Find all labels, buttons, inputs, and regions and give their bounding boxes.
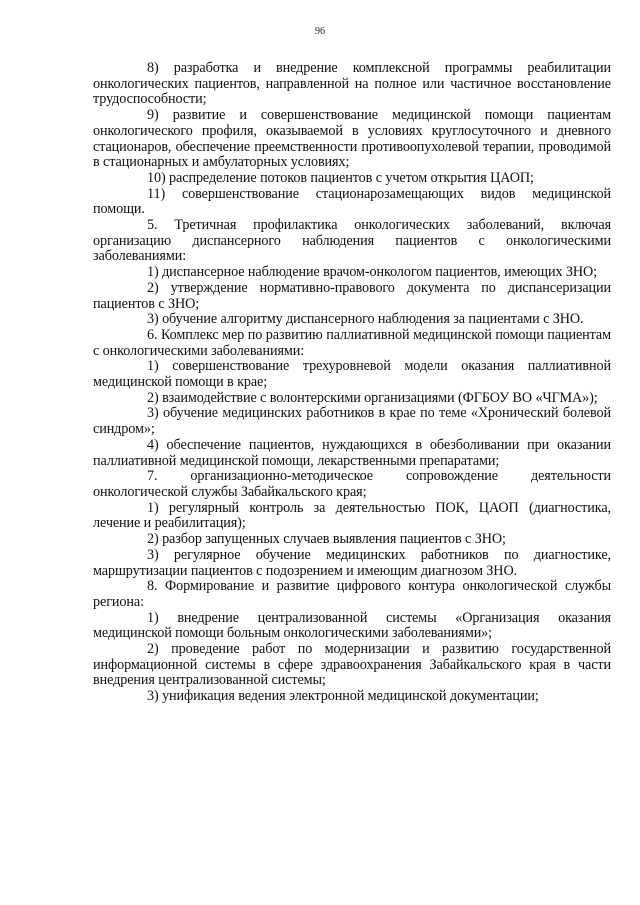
paragraph: 1) совершенствование трехуровневой модели оказания паллиативной медицинской помощи в крае;	[93, 358, 611, 391]
paragraph: 3) обучение медицинских работников в крае по теме «Хронический болевой синдром»;	[93, 405, 611, 438]
paragraph: 1) внедрение централизованной системы «Организация оказания медицинской помощи больным онкологическими заболеваниями»;	[93, 609, 611, 642]
paragraph: 3) унификация ведения электронной медицинской документации;	[147, 688, 539, 705]
paragraph: 2) утверждение нормативно-правового документа по диспансеризации пациентов с ЗНО;	[93, 279, 611, 312]
paragraph: 10) распределение потоков пациентов с учетом открытия ЦАОП;	[147, 169, 534, 186]
paragraph: 8) разработка и внедрение комплексной программы реабилитации онкологических пациентов, направленной на полное или частичное восстановление трудоспособности;	[93, 60, 611, 108]
paragraph: 2) взаимодействие с волонтерскими организациями (ФГБОУ ВО «ЧГМА»);	[147, 389, 598, 406]
document-body	[93, 61, 611, 705]
paragraph: 8. Формирование и развитие цифрового контура онкологической службы региона:	[93, 578, 611, 610]
paragraph: 1) диспансерное наблюдение врачом-онкологом пациентов, имеющих ЗНО;	[147, 264, 598, 281]
paragraph: 1) регулярный контроль за деятельностью ПОК, ЦАОП (диагностика, лечение и реабилитация);	[93, 499, 611, 532]
paragraph: 4) обеспечение пациентов, нуждающихся в обезболивании при оказании паллиативной медицинской помощи, лекарственными препаратами;	[93, 436, 611, 469]
page-number: 96	[315, 26, 325, 37]
paragraph: 9) развитие и совершенствование медицинской помощи пациентам онкологического профиля, оказываемой в условиях круглосуточного и дневного стационаров, обеспечение преемственности противоопухолевой терапии, проводимой в стационарных и амбулаторных условиях;	[93, 107, 611, 171]
paragraph: 5. Третичная профилактика онкологических заболеваний, включая организацию диспансерного наблюдения пациентов с онкологическими заболеваниями:	[93, 217, 611, 265]
paragraph: 2) проведение работ по модернизации и развитию государственной информационной системы в сфере здравоохранения Забайкальского края в части внедрения централизованной системы;	[93, 641, 611, 689]
paragraph: 6. Комплекс мер по развитию паллиативной медицинской помощи пациентам с онкологическими заболеваниями:	[93, 326, 611, 359]
paragraph: 3) регулярное обучение медицинских работников по диагностике, маршрутизации пациентов с подозрением и имеющим диагнозом ЗНО.	[93, 546, 611, 579]
paragraph: 7. организационно-методическое сопровождение деятельности онкологической службы Забайкальского края;	[93, 468, 611, 500]
paragraph: 2) разбор запущенных случаев выявления пациентов с ЗНО;	[147, 531, 506, 548]
paragraph: 11) совершенствование стационарозамещающих видов медицинской помощи.	[93, 185, 611, 218]
paragraph: 3) обучение алгоритму диспансерного наблюдения за пациентами с ЗНО.	[147, 311, 584, 328]
